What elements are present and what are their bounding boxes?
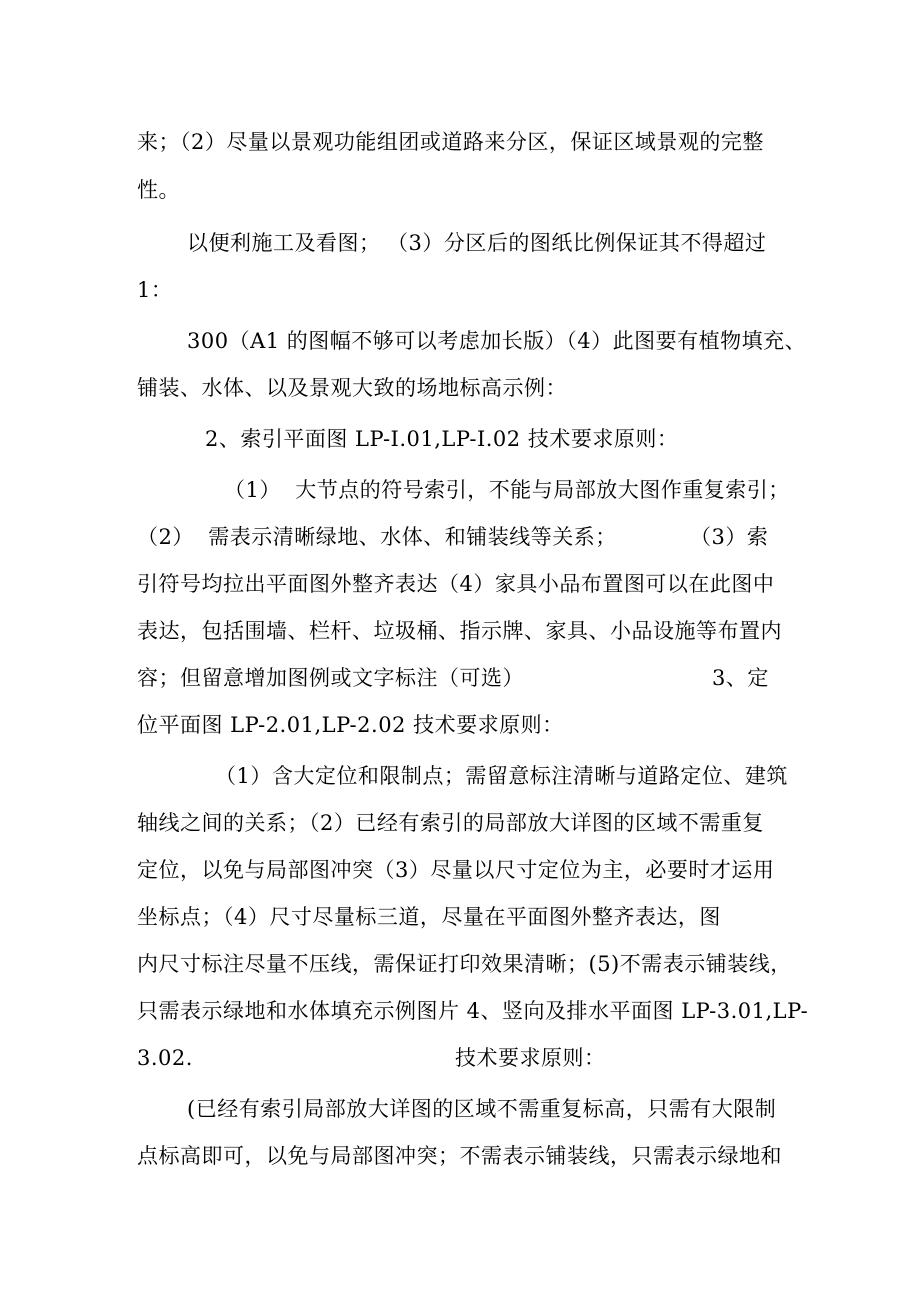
text-line: （1） 大节点的符号索引，不能与局部放大图作重复索引； [224,478,790,502]
text-line: 铺装、水体、以及景观大致的场地标高示例： [137,376,567,400]
text-line: （3）分区后的图纸比例保证其不得超过 [387,231,767,255]
text-line: 300（A1 的图幅不够可以考虑加长版）（4）此图要有植物填充、 [187,329,807,353]
section-heading: 位平面图 LP-2.01,LP-2.02 技术要求原则： [137,713,564,737]
section-heading: 2、索引平面图 LP-I.01,LP-I.02 技术要求原则： [205,427,679,451]
text-line: 轴线之间的关系；（2）已经有索引的局部放大详图的区域不需重复 [137,811,764,835]
section-heading: 3、定 [712,666,769,690]
text-line: 容；但留意增加图例或文字标注（可选） [137,666,524,690]
text-line: 1： [137,278,173,302]
text-line: (已经有索引局部放大详图的区域不需重复标高，只需有大限制 [187,1097,777,1121]
section-heading: 只需表示绿地和水体填充示例图片 4、竖向及排水平面图 LP-3.01,LP- [137,999,809,1023]
text-line: 3.02. [137,1046,193,1070]
text-line: 性。 [137,178,180,202]
text-line: 引符号均拉出平面图外整齐表达（4）家具小品布置图可以在此图中 [137,572,775,596]
text-line: 表达，包括围墙、栏杆、垃圾桶、指示牌、家具、小品设施等布置内 [137,619,782,643]
text-line: 技术要求原则： [455,1046,606,1070]
text-line: 内尺寸标注尽量不压线，需保证打印效果清晰；(5)不需表示铺装线， [137,952,792,976]
text-line: （2） 需表示清晰绿地、水体、和铺装线等关系； [137,525,617,549]
text-line: 点标高即可，以免与局部图冲突；不需表示铺装线，只需表示绿地和 [137,1144,782,1168]
text-line: 坐标点；（4）尺寸尽量标三道，尽量在平面图外整齐表达，图 [137,905,721,929]
text-line: 以便利施工及看图； [187,231,381,255]
text-line: （1）含大定位和限制点；需留意标注清晰与道路定位、建筑 [215,764,788,788]
text-line: 定位，以免与局部图冲突（3）尽量以尺寸定位为主，必要时才运用 [137,858,775,882]
text-line: 来；（2）尽量以景观功能组团或道路来分区，保证区域景观的完整 [137,130,764,154]
text-line: （3）索 [690,525,769,549]
